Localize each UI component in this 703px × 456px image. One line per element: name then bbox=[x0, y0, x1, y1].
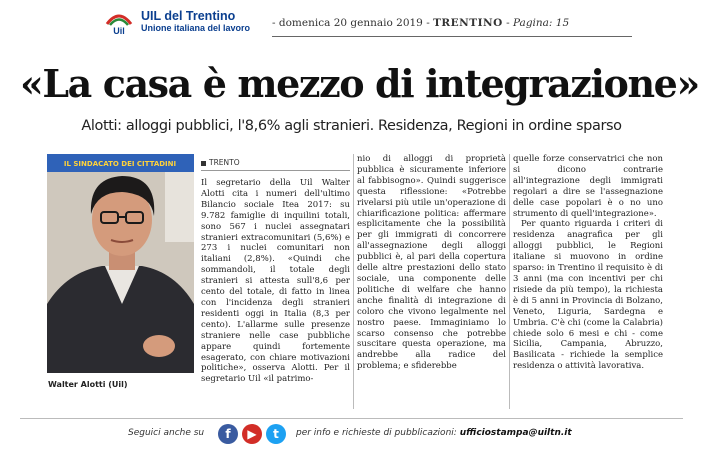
publication-date: domenica 20 gennaio 2019 bbox=[278, 17, 423, 29]
article-paragraph: nio di alloggi di proprietà pubblica è sicuramente inferiore al fabbisogno». Quindi suggerisce questa riflessione: «Potrebbe rivelarsi più utile un'operazione di chiarificazione politica: affermare esplicitamente che la possibilità per gli immigrati di concorrere all'assegnazione degli alloggi pubblici è, al pari della copertura delle altre prestazioni dello stato sociale, una componente delle politiche di welfare che hanno anche finalità di integrazione di coloro che vivono legalmente nel nostro paese. Immaginiamo lo scarso consenso che potrebbe suscitare questa operazione, ma andrebbe alla radice del problema; e sfiderebbe bbox=[357, 154, 506, 372]
page-footer bbox=[0, 424, 703, 446]
youtube-icon[interactable]: ▶ bbox=[242, 424, 262, 444]
article-column-1 bbox=[201, 178, 350, 408]
article-subheadline: Alotti: alloggi pubblici, l'8,6% agli stranieri. Residenza, Regioni in ordine sparso bbox=[81, 118, 622, 134]
contact-email-link[interactable]: ufficiostampa@uiltn.it bbox=[459, 428, 572, 438]
article-paragraph: Per quanto riguarda i criteri di residenza anagrafica per gli alloggi pubblici, le Regioni italiane si muovono in ordine sparso: in Trentino il requisito è di 3 anni (ma con incentivi per chi risiede da più tempo), la richiesta è di 5 anni in Provincia di Bolzano, Veneto, Liguria, Sardegna e Umbria. C'è chi (come la Calabria) chiede solo 6 mesi e chi - come Sicilia, Campania, Abruzzo, Basilicata - richiede la semplice residenza o attività lavorativa. bbox=[513, 219, 663, 372]
publication-name: TRENTINO bbox=[433, 17, 503, 29]
publication-meta: - domenica 20 gennaio 2019 - TRENTINO - Pagina: 15 bbox=[272, 17, 570, 29]
column-divider bbox=[509, 154, 510, 409]
facebook-icon[interactable]: f bbox=[218, 424, 238, 444]
article-kicker bbox=[201, 158, 350, 171]
article-column-3 bbox=[513, 154, 663, 410]
follow-label: Seguici anche su bbox=[128, 428, 205, 438]
footer-divider bbox=[20, 418, 683, 419]
page-header bbox=[0, 0, 703, 46]
org-name: UIL del Trentino bbox=[141, 9, 236, 23]
portrait-illustration bbox=[47, 154, 194, 373]
article-paragraph: Il segretario della Uil Walter Alotti cita i numeri dell'ultimo Bilancio sociale Itea 2017: su 9.782 famiglie di inquilini totali, sono 567 i nuclei assegnatari stranieri extracomunitari (5,6%) e 273 i nuclei comunitari non italiani (2,8%). «Quindi che sommandoli, il totale degli stranieri si attesta sull'8,6 per cento del totale, di fatto in linea con l'incidenza degli stranieri residenti oggi in Italia (8,3 per cento). L'allarme sulle presenze straniere nelle case pubbliche appare quindi fortemente esagerato, con chiare motivazioni politiche», osserva Alotti. Per il segretario Uil «il patrimo- bbox=[201, 178, 350, 385]
page-number: Pagina: 15 bbox=[512, 17, 570, 29]
org-block bbox=[141, 9, 250, 34]
contact-label: per info e richieste di pubblicazioni: bbox=[296, 428, 457, 438]
article-column-2 bbox=[357, 154, 506, 410]
twitter-icon[interactable]: t bbox=[266, 424, 286, 444]
article-paragraph: quelle forze conservatrici che non si dicono contrarie all'integrazione degli immigrati regolari a dire se l'assegnazione delle case popolari è o no uno strumento di quell'integrazione». bbox=[513, 154, 663, 219]
header-divider bbox=[272, 36, 632, 37]
contact-info bbox=[296, 428, 572, 438]
uil-logo-icon bbox=[104, 10, 134, 36]
kicker-square-icon bbox=[201, 161, 206, 166]
column-divider bbox=[353, 154, 354, 409]
logo-text: Uil bbox=[113, 26, 125, 36]
org-subtitle: Unione italiana del lavoro bbox=[141, 23, 251, 33]
kicker-label: TRENTO bbox=[209, 158, 240, 167]
photo-banner-text: IL SINDACATO DEI CITTADINI bbox=[63, 160, 177, 168]
article-photo bbox=[47, 154, 194, 373]
photo-caption: Walter Alotti (Uil) bbox=[48, 380, 128, 389]
article-headline: «La casa è mezzo di integrazione» bbox=[20, 61, 699, 106]
